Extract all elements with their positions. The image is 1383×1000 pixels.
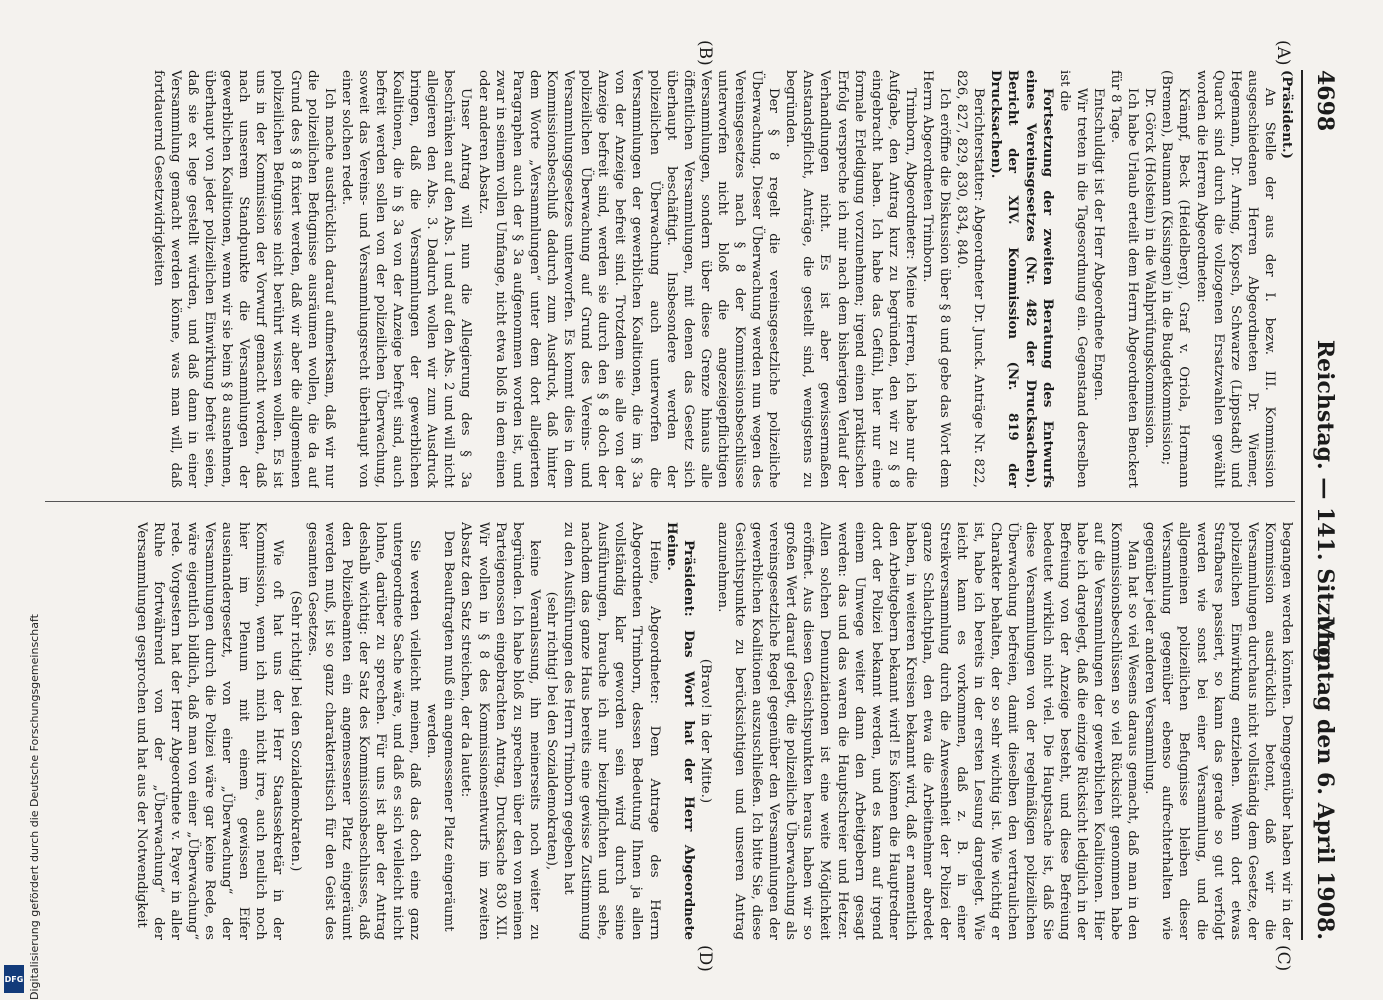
paragraph: Wir treten in die Tagesordnung ein. Gegenstand derselben ist die: [1056, 70, 1089, 488]
paragraph: (sehr richtig! bei den Sozialdemokraten),: [543, 591, 559, 871]
page-header: [1307, 70, 1343, 940]
page-title: Reichstag. — 141. Sitzung.: [1312, 339, 1338, 671]
paragraph: begangen werden könnten. Demgegenüber haben wir in der Kommission ausdrücklich betont, daß wir die Versammlungen durchaus nicht vollständig dem Gesetze, der polizeilichen Einwirkung entziehen. Wenn dort etwas Strafbares passiert, so kann das gerade so gut verfolgt werden wie sonst bei einer Versammlung, und die allgemeinen polizeilichen Befugnisse bleiben dieser Versammlung gegenüber ebenso aufrechterhalten wie gegenüber jeder anderen Versammlung.: [1142, 522, 1294, 940]
paragraph: Berichterstatter: Abgeordneter Dr. Junck. Anträge Nr. 822, 826, 827, 829, 830, 834, 840.: [954, 70, 987, 488]
margin-marker-b: (B): [695, 40, 715, 66]
paragraph: (Präsident.): [1279, 70, 1294, 159]
margin-marker-a: (A): [1273, 40, 1293, 66]
paragraph: An Stelle der aus der I. bezw. III. Kommission ausgeschiedenen Herren Abgeordneten Dr. Wiemer, Hegemann, Dr. Arning, Kopsch, Schwarze (Lippstadt) und Quarck sind durch die vollzogenen Ersatzwahlen gewählt worden die Herren Abgeordneten:: [1193, 70, 1277, 488]
paragraph: Ich mache ausdrücklich darauf aufmerksam, daß wir nur die polizeilichen Befugnisse ausräumen wollen, die da auf Grund des § 8 fixiert werden, daß wir aber die allgemeinen polizeilichen Befugnisse nicht berührt wissen wollen. Es ist uns in der Kommission der Vorwurf gemacht worden, daß nach unserem Standpunkte die Versammlungen der gewerblichen Koalitionen, wenn wir sie beim § 8 ausnehmen, überhaupt von jeder polizeilichen Einwirkung befreit seien, daß sie ex lege gestellt würden, und daß dann in einer Versammlung gemacht werden könne, was man will, daß fortdauernd Gesetzwidrigkeiten: [150, 70, 337, 488]
paragraph: Präsident: Das Wort hat der Herr Abgeordnete Heine.: [663, 522, 696, 940]
left-text-column: [45, 70, 1295, 488]
dfg-logo: DFG: [4, 965, 24, 993]
paragraph: Fortsetzung der zweiten Beratung des Entwurfs eines Vereinsgesetzes (Nr. 482 der Drucksachen). Bericht der XIV. Kommission (Nr. 819 der Drucksachen).: [988, 70, 1055, 488]
paragraph: Sie werden vielleicht meinen, daß das doch eine ganz untergeordnete Sache wäre, und daß es sich vielleicht nicht lohne, darüber zu sprechen. Für uns ist aber der Antrag deshalb wichtig: der Satz des Kommissionsbeschlusses, daß den Polizeibeamten ein angemessener Platz eingeräumt werden muß, ist so ganz charakteristisch für den Geist des gesamten Gesetzes.: [304, 522, 423, 940]
column-divider: [45, 501, 1295, 502]
paragraph: Der § 8 regelt die vereinsgesetzliche polizeiliche Überwachung. Dieser Überwachung werden nun wegen des Vereinsgesetzes nach § 8 der Kommissionsbeschlüsse unterworfen nicht bloß die angezeigepflichtigen Versammlungen, sondern über diese Grenze hinaus alle öffentlichen Versammlungen, mit denen das Gesetz sich überhaupt beschäftigt. Insbesondere werden der polizeilichen Überwachung auch unterworfen die Versammlungen der gewerblichen Koalitionen, die im § 3a von der Anzeige befreit sind. Trotzdem sie alle von der Anzeige befreit sind, werden sie durch den § 8 doch der polizeilichen Überwachung auf Grund des Vereins- und Versammlungsgesetzes unterworfen. Es kommt dies in dem Kommissionsbeschluß dadurch zum Ausdruck, daß hinter dem Worte „Versammlungen“ unter dem dort allegierten Paragraphen auch der § 3a aufgenommen worden ist, und zwar in seinem vollen Umfange, nicht etwa bloß in dem einen oder anderen Absatz.: [475, 70, 782, 488]
right-text-column: [45, 522, 1295, 940]
header-rule: [1301, 70, 1303, 940]
paragraph: Den Beauftragten muß ein angemessener Platz eingeräumt werden.: [424, 530, 457, 932]
digitization-note: Digitalisierung gefördert durch die Deutsche Forschungsgemeinschaft: [28, 614, 41, 1000]
paragraph: Trimborn, Abgeordneter: Meine Herren, ich habe nur die Aufgabe, den Antrag kurz zu begründen, den wir zu § 8 eingebracht haben. Ich habe das Gefühl, hier nur eine formale Erledigung vorzunehmen; irgend einen praktischen Erfolg verspreche ich mir nach dem bisherigen Verlauf der Verhandlungen nicht. Es ist aber gewissermaßen Anstandspflicht, Anträge, die gestellt sind, wenigstens zu begründen.: [783, 70, 918, 488]
paragraph: (Bravo! in der Mitte.): [697, 658, 713, 804]
margin-marker-d: (D): [695, 945, 715, 972]
paragraph: Heine, Abgeordneter: Dem Antrage des Herrn Abgeordneten Trimborn, dessen Bedeutung Ihnen ja allen vollständig klar geworden sein wird durch seine Ausführungen, brauche ich nur beizupflichten und sehe, nachdem das ganze Haus bereits eine gewisse Zustimmung zu den Ausführungen des Herrn Trimborn gegeben hat: [561, 522, 662, 940]
paragraph: Unser Antrag will nun die Allegierung des § 3a beschränken auf den Abs. 1 und auf den Abs. 2 und will nicht allegieren den Abs. 3. Dadurch wollen wir zum Ausdruck bringen, daß die Versammlungen der gewerblichen Koalitionen, die in § 3a von der Anzeige befreit sind, auch befreit werden sollen von der polizeilichen Überwachung, soweit das Vereins- und Versammlungsrecht überhaupt von einer solchen redet.: [338, 70, 474, 488]
paragraph: Wie oft hat uns der Herr Staatssekretär in der Kommission, wenn ich mich nicht irre, auch neulich noch hier im Plenum mit einem gewissen Eifer auseinandergesetzt, von einer „Überwachung“ der Versammlungen durch die Polizei wäre gar keine Rede, es wäre eigentlich bildlich, daß man von einer „Überwachung“ rede. Vorgestern hat der Herr Abgeordnete v. Payer in aller Ruhe fortwährend von der „Überwachung“ der Versammlungen gesprochen und hat aus der Notwendigkeit: [133, 522, 286, 940]
page-date: Montag den 6. April 1908.: [1312, 616, 1338, 940]
paragraph: keine Veranlassung, ihn meinerseits noch weiter zu begründen. Ich habe bloß zu sprechen über den von meinen Parteigenossen eingebrachten Antrag, Drucksache 830 XII. Wir wollen in § 8 des Kommissionsentwurfs im zweiten Absatz den Satz streichen, der da lautet:: [458, 522, 542, 940]
margin-marker-c: (C): [1273, 945, 1293, 972]
paragraph: Man hat so viel Wesens daraus gemacht, daß man in den Kommissionsbeschlüssen so viel Rücksicht genommen habe auf die Versammlungen der gewerblichen Koalitionen. Hier habe ich dargelegt, daß die einzige Rücksicht lediglich in der Befreiung von der Anzeige besteht, und diese Befreiung bedeutet wirklich nicht viel. Die Hauptsache ist, daß Sie diese Versammlungen von der regelmäßigen polizeilichen Überwachung befreien, damit dieselben den vertraulichen Charakter behalten, der so sehr wichtig ist. Wie wichtig er ist, habe ich bereits in der ersten Lesung dargelegt. Wie leicht kann es vorkommen, daß z. B. in einer Streikversammlung durch die Anwesenheit der Polizei der ganze Schlachtplan, den etwa die Arbeitnehmer abredet haben, in weiteren Kreisen bekannt wird, daß er namentlich den Arbeitgebern bekannt wird! Es können die Hauptredner dort der Polizei bekannt werden, und es kann auf irgend einem Umwege weiter dann den Arbeitgebern gesagt werden: das und das waren die Hauptschreier und Hetzer. Allen solchen Denunziationen ist eine weite Möglichkeit eröffnet. Aus diesen Gesichtspunkten heraus haben wir so großen Wert darauf gelegt, die polizeiliche Überwachung als vereinsgesetzliche Regel gegenüber den Versammlungen der gewerblichen Koalitionen auszuschließen. Ich bitte Sie, diese Gesichtspunkte zu berücksichtigen und unseren Antrag anzunehmen.: [714, 522, 1141, 940]
page-number: 4698: [1312, 70, 1338, 132]
paragraph: Entschuldigt ist der Herr Abgeordnete Engen.: [1090, 88, 1106, 401]
paragraph: Dr. Görck (Holstein) in die Wahlprüfungskommission.: [1142, 88, 1158, 449]
paragraph: Krämpf, Beck (Heidelberg), Graf v. Oriola, Hormann (Bremen), Baumann (Kissingen) in die Budgetkommission;: [1159, 70, 1192, 488]
paragraph: Ich habe Urlaub erteilt dem Herrn Abgeordneten Benckert für 8 Tage.: [1108, 70, 1141, 488]
paragraph: (Sehr richtig! bei den Sozialdemokraten.): [287, 590, 303, 872]
paragraph: Ich eröffne die Diskussion über § 8 und gebe das Wort dem Herrn Abgeordneten Trimborn.: [920, 70, 953, 488]
